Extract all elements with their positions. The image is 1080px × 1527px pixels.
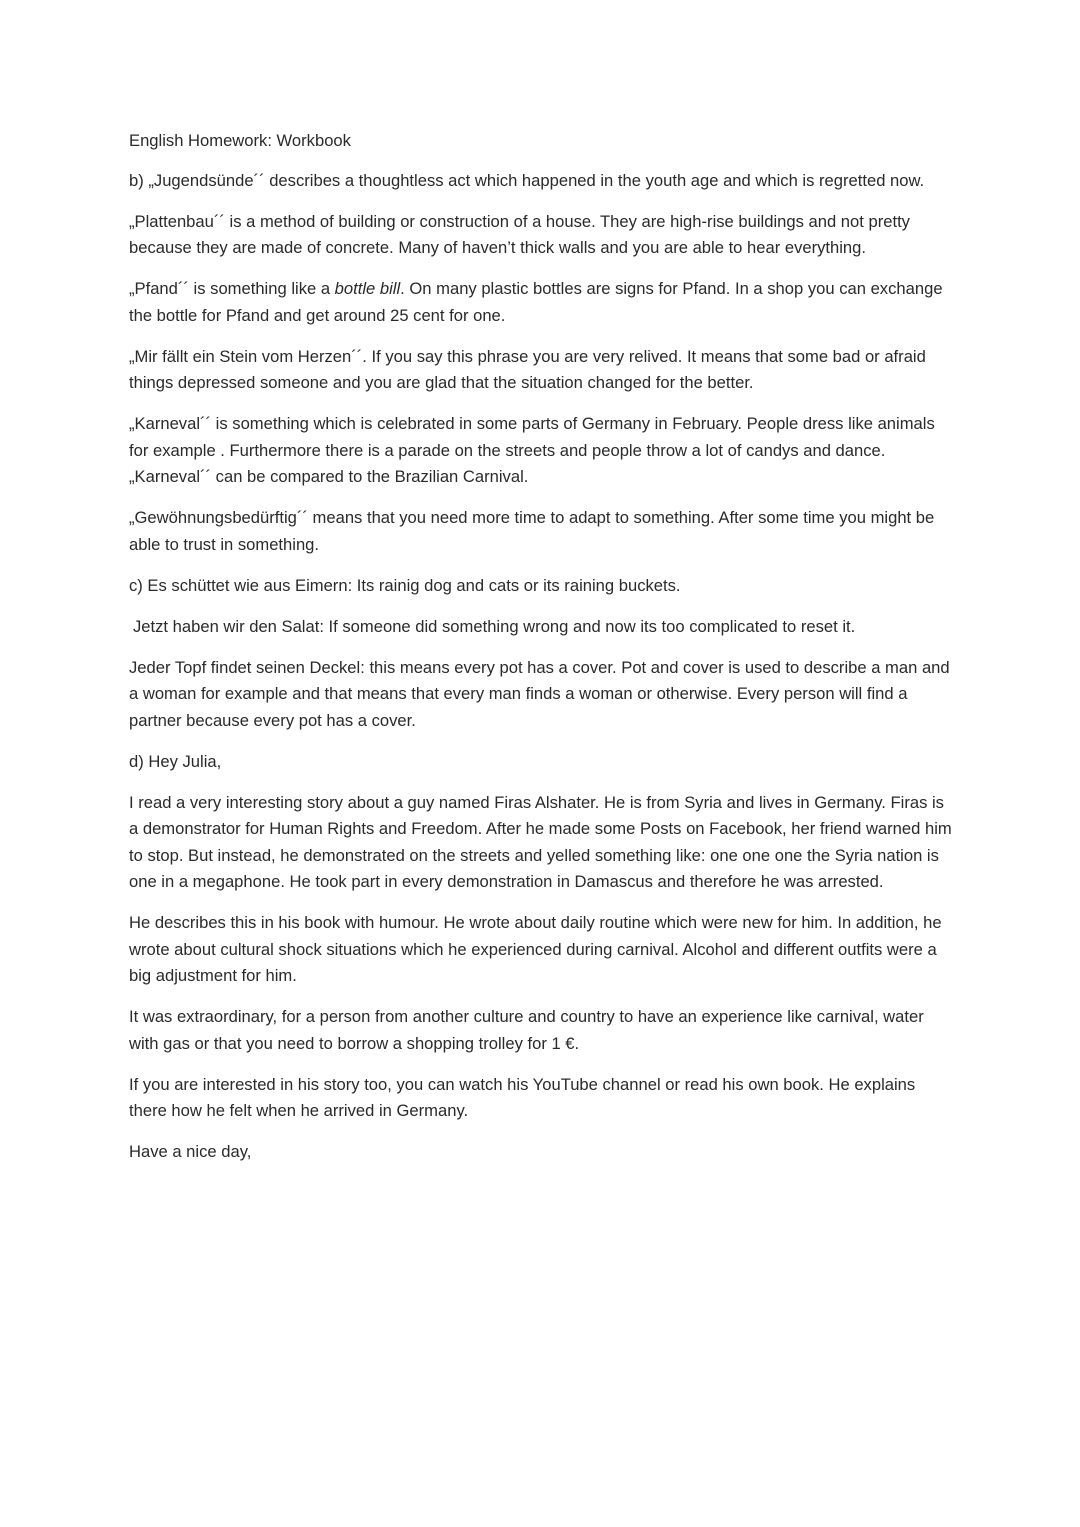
letter-paragraph-story: I read a very interesting story about a guy named Firas Alshater. He is from Syria and lives in Germany. Firas is a demonstrator for Human Rights and Freedom. After he made some Posts on Facebook, her friend warned him to stop. But instead, he demonstrated on the streets and yelled something like: one one one the Syria nation is one in a megaphone. He took part in every demonstration in Damascus and therefore he was arrested. xyxy=(129,792,952,891)
paragraph-karneval: „Karneval´´ is something which is celebrated in some parts of Germany in February. People dress like animals for example . Furthermore there is a parade on the streets and people throw a lot of candys and dance. „Karneval´´ can be compared to the Brazilian Carnival. xyxy=(129,414,935,486)
letter-paragraph-book: He describes this in his book with humour. He wrote about daily routine which were new for him. In addition, he wrote about cultural shock situations which he experienced during carnival. Alcohol and different outfits were a big adjustment for him. xyxy=(129,913,942,985)
letter-greeting: d) Hey Julia, xyxy=(129,751,222,771)
paragraph-pfand-end: . On many plastic bottles are signs for Pfand. In a shop you can exchange the bottle for Pfand and get around 25 cent for one. xyxy=(129,279,943,325)
paragraph-salat: Jetzt haben wir den Salat: If someone did something wrong and now its too complicated to reset it. xyxy=(133,616,856,636)
paragraph-eimern: c) Es schüttet wie aus Eimern: Its rainig dog and cats or its raining buckets. xyxy=(129,575,681,595)
paragraph-plattenbau: „Plattenbau´´ is a method of building or construction of a house. They are high-rise buildings and not pretty because they are made of concrete. Many of haven’t thick walls and you are able to hear everything. xyxy=(129,211,910,257)
document-body xyxy=(129,128,954,1180)
paragraph-gewoehnungsbeduerftig: „Gewöhnungsbedürftig´´ means that you need more time to adapt to something. After some time you might be able to trust in something. xyxy=(129,508,935,554)
paragraph-pfand xyxy=(129,276,954,329)
paragraph-pfand-start: „Pfand´´ is something like a xyxy=(129,279,335,298)
letter-paragraph-extraordinary: It was extraordinary, for a person from another culture and country to have an experience like carnival, water with gas or that you need to borrow a shopping trolley for 1 €. xyxy=(129,1007,924,1053)
paragraph-stein-vom-herzen: „Mir fällt ein Stein vom Herzen´´. If you say this phrase you are very relived. It means that some bad or afraid things depressed someone and you are glad that the situation changed for the better. xyxy=(129,346,926,392)
paragraph-jugendsuende: b) „Jugendsünde´´ describes a thoughtless act which happened in the youth age and which is regretted now. xyxy=(129,170,925,190)
paragraph-topf-deckel: Jeder Topf findet seinen Deckel: this means every pot has a cover. Pot and cover is used to describe a man and a woman for example and that means that every man finds a woman or otherwise. Every person will find a partner because every pot has a cover. xyxy=(129,657,950,730)
paragraph-pfand-italic: bottle bill xyxy=(334,279,401,298)
letter-closing: Have a nice day, xyxy=(129,1142,252,1161)
document-title: English Homework: Workbook xyxy=(129,131,351,150)
letter-paragraph-youtube: If you are interested in his story too, you can watch his YouTube channel or read his own book. He explains there how he felt when he arrived in Germany. xyxy=(129,1074,916,1120)
